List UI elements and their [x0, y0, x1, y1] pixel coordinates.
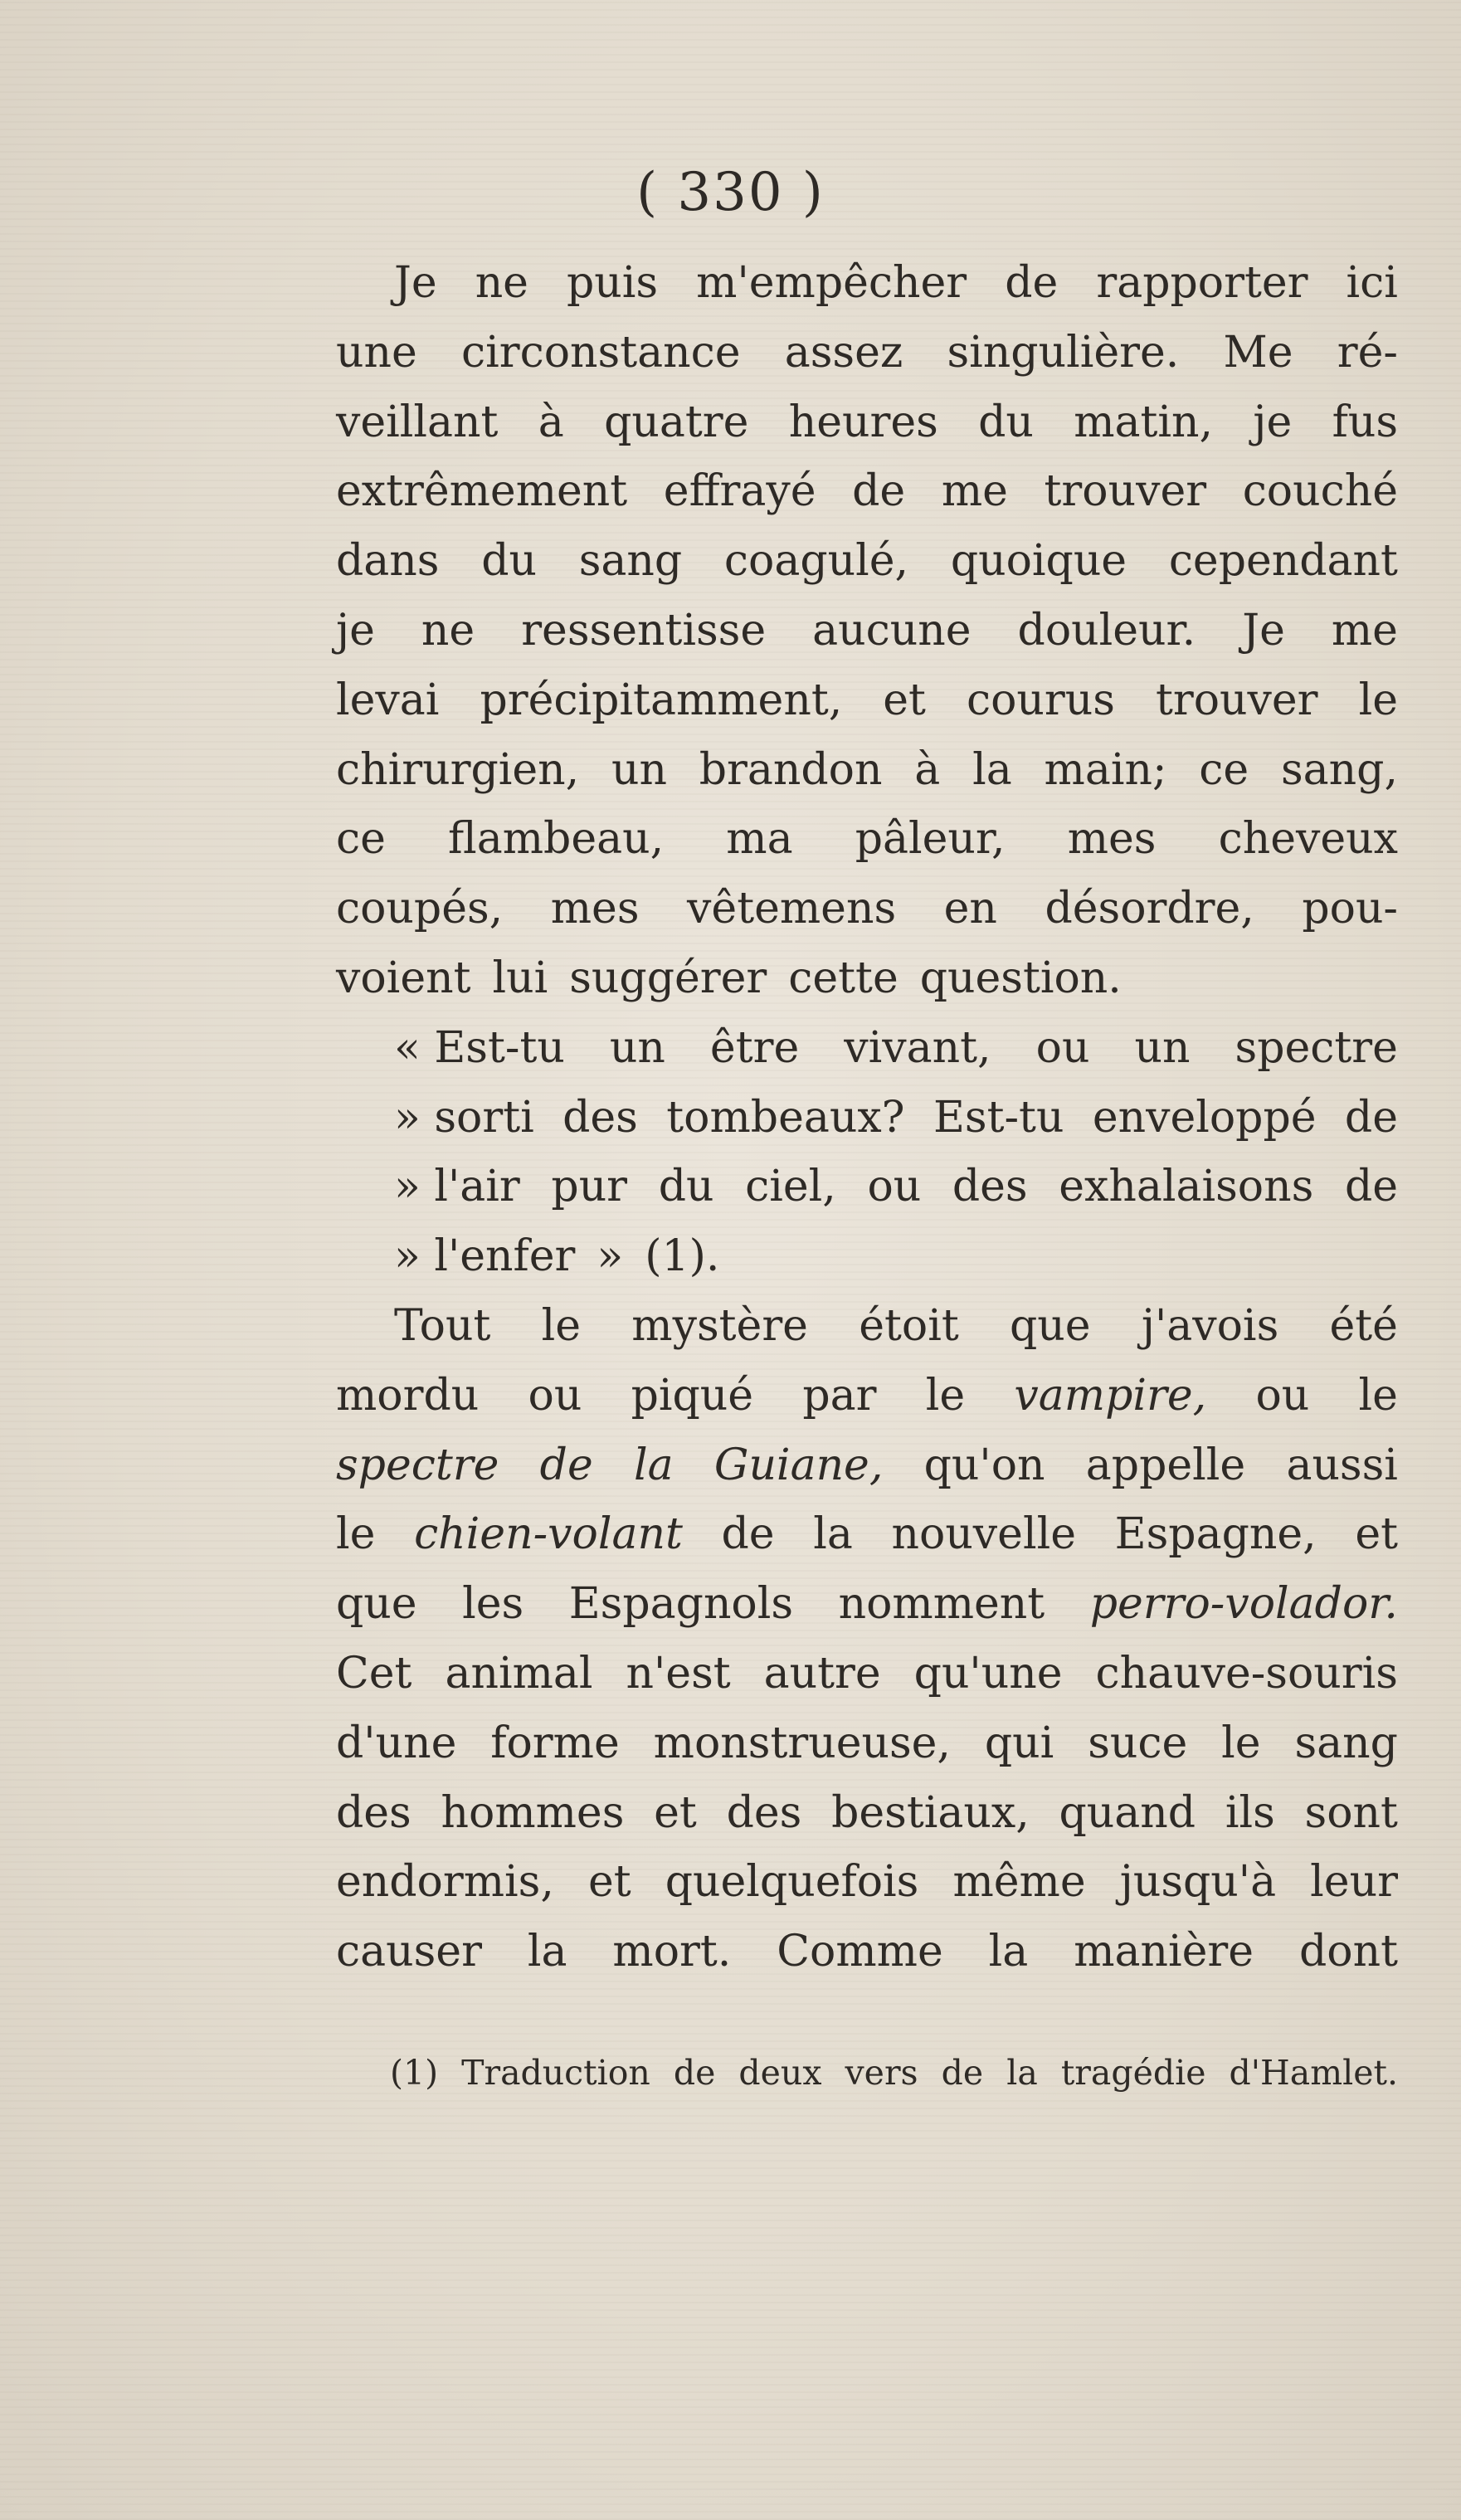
text-line — [336, 1014, 1398, 1084]
word: rapporter — [1096, 258, 1308, 308]
word: endormis, — [336, 1857, 554, 1908]
text-line — [336, 875, 1398, 944]
word: par — [802, 1370, 877, 1421]
word: j'avois — [1141, 1300, 1279, 1351]
word: sont — [1304, 1787, 1398, 1838]
word: Je — [394, 258, 437, 308]
word: heures — [788, 397, 938, 447]
text-line — [336, 1431, 1398, 1501]
word: je — [1253, 397, 1293, 447]
text-line — [336, 1362, 1398, 1431]
word: la — [972, 744, 1012, 795]
word: ma — [726, 814, 793, 865]
footnote-word: tragédie — [1060, 2053, 1206, 2093]
footnote-word: deux — [738, 2053, 822, 2093]
word: mort. — [612, 1927, 732, 1977]
word: vivant, — [844, 1022, 991, 1073]
word: des — [336, 1787, 412, 1838]
word: d'une — [336, 1718, 457, 1768]
word: » sorti — [394, 1092, 534, 1143]
word: ressentisse — [521, 605, 767, 656]
word: des — [952, 1162, 1028, 1212]
word: tombeaux? — [666, 1092, 905, 1143]
word: spectre — [336, 1440, 499, 1490]
word: nomment — [838, 1579, 1045, 1630]
footnote — [390, 2048, 1398, 2098]
word: qu'on — [923, 1440, 1045, 1490]
word: sang, — [1280, 744, 1398, 795]
word: forme — [490, 1718, 620, 1768]
word: ré- — [1337, 327, 1398, 378]
word: pou- — [1302, 884, 1398, 934]
text-line — [336, 1570, 1398, 1640]
body-text — [336, 249, 1398, 1987]
word: et — [587, 1857, 631, 1908]
word: et — [654, 1787, 697, 1838]
word: nouvelle — [891, 1509, 1076, 1560]
text-line — [336, 527, 1398, 597]
word: chien-volant — [414, 1509, 683, 1560]
word: le — [1358, 1370, 1398, 1421]
word: perro-volador. — [1089, 1579, 1398, 1630]
word: du — [481, 536, 537, 587]
word: des — [726, 1787, 802, 1838]
word: étoit — [859, 1300, 959, 1351]
text-line — [336, 1084, 1398, 1153]
word: ciel, — [745, 1162, 836, 1212]
word: ou — [528, 1370, 582, 1421]
word: Espagnols — [568, 1579, 794, 1630]
word: sang — [578, 536, 683, 587]
word: cependant — [1168, 536, 1398, 587]
word: m'empêcher — [696, 258, 967, 308]
text-line — [336, 388, 1398, 458]
word: coupés, — [336, 884, 504, 934]
word: de — [852, 466, 906, 517]
word: douleur. — [1017, 605, 1196, 656]
text-line — [336, 805, 1398, 875]
word: du — [658, 1162, 714, 1212]
word: même — [952, 1857, 1086, 1908]
word: pur — [551, 1162, 628, 1212]
word: de — [539, 1440, 593, 1490]
word: de — [721, 1509, 775, 1560]
word: circonstance — [460, 327, 741, 378]
word: vampire, — [1014, 1370, 1207, 1421]
word: voient — [336, 953, 471, 1003]
word: me — [1331, 605, 1398, 656]
word: de — [1344, 1162, 1398, 1212]
word: me — [941, 466, 1008, 517]
word: mes — [1067, 814, 1157, 865]
word: » — [597, 1231, 624, 1282]
word: désordre, — [1045, 884, 1254, 934]
word: quatre — [604, 397, 749, 447]
text-line — [336, 249, 1398, 319]
word: à — [914, 744, 941, 795]
word: » l'enfer — [394, 1231, 576, 1282]
word: une — [336, 327, 417, 378]
word: suce — [1088, 1718, 1188, 1768]
word: exhalaisons — [1059, 1162, 1314, 1212]
footnote-word: de — [941, 2053, 984, 2093]
word: précipitamment, — [480, 675, 843, 725]
word: Est-tu — [933, 1092, 1064, 1143]
word: bestiaux, — [831, 1787, 1030, 1838]
word: je — [336, 605, 375, 656]
word: hommes — [441, 1787, 625, 1838]
word: Tout — [394, 1300, 491, 1351]
word: vêtemens — [687, 884, 897, 934]
word: Guiane, — [713, 1440, 884, 1490]
text-line — [336, 319, 1398, 388]
word: la — [527, 1927, 567, 1977]
word: effrayé — [663, 466, 816, 517]
word: piqué — [631, 1370, 754, 1421]
word: ne — [475, 258, 528, 308]
word: qu'une — [913, 1648, 1063, 1699]
word: animal — [445, 1648, 593, 1699]
word: flambeau, — [448, 814, 665, 865]
word: ne — [421, 605, 475, 656]
word: enveloppé — [1092, 1092, 1317, 1143]
word: assez — [784, 327, 903, 378]
text-line — [336, 597, 1398, 666]
word: couché — [1242, 466, 1398, 517]
word: des — [562, 1092, 638, 1143]
word: cette — [788, 953, 899, 1003]
word: cheveux — [1218, 814, 1398, 865]
word: » l'air — [394, 1162, 520, 1212]
text-line — [336, 1292, 1398, 1362]
word: un — [1134, 1022, 1191, 1073]
footnote-word: la — [1006, 2053, 1038, 2093]
word: ce — [336, 814, 386, 865]
word: lui — [492, 953, 548, 1003]
text-line — [336, 457, 1398, 527]
word: que — [1010, 1300, 1091, 1351]
word: n'est — [626, 1648, 731, 1699]
word: un — [609, 1022, 665, 1073]
word: le — [1358, 675, 1398, 725]
word: mystère — [631, 1300, 808, 1351]
text-line — [336, 1222, 1398, 1292]
word: le — [1221, 1718, 1261, 1768]
word: été — [1329, 1300, 1398, 1351]
word: du — [978, 397, 1034, 447]
word: ce — [1199, 744, 1249, 795]
word: dans — [336, 536, 440, 587]
word: ils — [1225, 1787, 1275, 1838]
text-line — [336, 1500, 1398, 1570]
word: leur — [1310, 1857, 1398, 1908]
footnote-word: vers — [845, 2053, 918, 2093]
word: quand — [1059, 1787, 1196, 1838]
word: aussi — [1286, 1440, 1398, 1490]
word: causer — [336, 1927, 482, 1977]
word: de — [1005, 258, 1059, 308]
text-line — [336, 1640, 1398, 1709]
footnote-word: d'Hamlet. — [1229, 2053, 1398, 2093]
word: ou — [867, 1162, 922, 1212]
word: le — [336, 1509, 376, 1560]
text-line — [336, 1709, 1398, 1779]
word: Espagne, — [1114, 1509, 1317, 1560]
word: levai — [336, 675, 440, 725]
word: puis — [567, 258, 659, 308]
page-number: ( 330 ) — [636, 162, 825, 223]
word: Me — [1223, 327, 1293, 378]
footnote-word: de — [673, 2053, 716, 2093]
word: singulière. — [947, 327, 1180, 378]
word: aucune — [812, 605, 972, 656]
word: chauve-souris — [1095, 1648, 1398, 1699]
word: trouver — [1044, 466, 1207, 517]
word: courus — [966, 675, 1115, 725]
text-line — [336, 736, 1398, 806]
word: à — [538, 397, 564, 447]
word: monstrueuse, — [653, 1718, 951, 1768]
footnote-word: Traduction — [461, 2053, 650, 2093]
word: sang — [1294, 1718, 1398, 1768]
word: la — [988, 1927, 1029, 1977]
word: chirurgien, — [336, 744, 580, 795]
word: coagulé, — [723, 536, 909, 587]
word: fus — [1332, 397, 1398, 447]
word: quoique — [950, 536, 1127, 587]
word: (1). — [645, 1231, 720, 1282]
word: qui — [984, 1718, 1054, 1768]
word: et — [1355, 1509, 1398, 1560]
word: en — [943, 884, 997, 934]
word: le — [541, 1300, 582, 1351]
word: les — [462, 1579, 524, 1630]
word: la — [813, 1509, 853, 1560]
word: le — [925, 1370, 966, 1421]
text-line — [336, 1153, 1398, 1222]
word: main; — [1044, 744, 1167, 795]
text-line — [336, 944, 1398, 1014]
word: Je — [1242, 605, 1285, 656]
word: ou — [1035, 1022, 1090, 1073]
text-line — [336, 666, 1398, 736]
word: extrêmement — [336, 466, 628, 517]
word: la — [634, 1440, 674, 1490]
word: suggérer — [569, 953, 767, 1003]
word: un — [611, 744, 667, 795]
word: « Est-tu — [394, 1022, 565, 1073]
word: quelquefois — [665, 1857, 919, 1908]
word: dont — [1298, 1927, 1398, 1977]
text-line — [336, 1918, 1398, 1987]
footnote-word: (1) — [390, 2053, 439, 2093]
word: jusqu'à — [1119, 1857, 1277, 1908]
word: appelle — [1085, 1440, 1246, 1490]
word: trouver — [1155, 675, 1318, 725]
word: brandon — [699, 744, 883, 795]
word: être — [709, 1022, 800, 1073]
word: mordu — [336, 1370, 480, 1421]
word: que — [336, 1579, 417, 1630]
text-line — [336, 1779, 1398, 1849]
word: Cet — [336, 1648, 412, 1699]
word: de — [1344, 1092, 1398, 1143]
word: autre — [763, 1648, 881, 1699]
word: Comme — [777, 1927, 943, 1977]
text-line — [336, 1848, 1398, 1918]
word: manière — [1074, 1927, 1254, 1977]
word: pâleur, — [855, 814, 1006, 865]
word: et — [883, 675, 926, 725]
word: question. — [919, 953, 1122, 1003]
word: spectre — [1235, 1022, 1398, 1073]
word: ici — [1346, 258, 1398, 308]
word: mes — [550, 884, 640, 934]
word: ou — [1255, 1370, 1310, 1421]
word: matin, — [1074, 397, 1214, 447]
word: veillant — [336, 397, 499, 447]
